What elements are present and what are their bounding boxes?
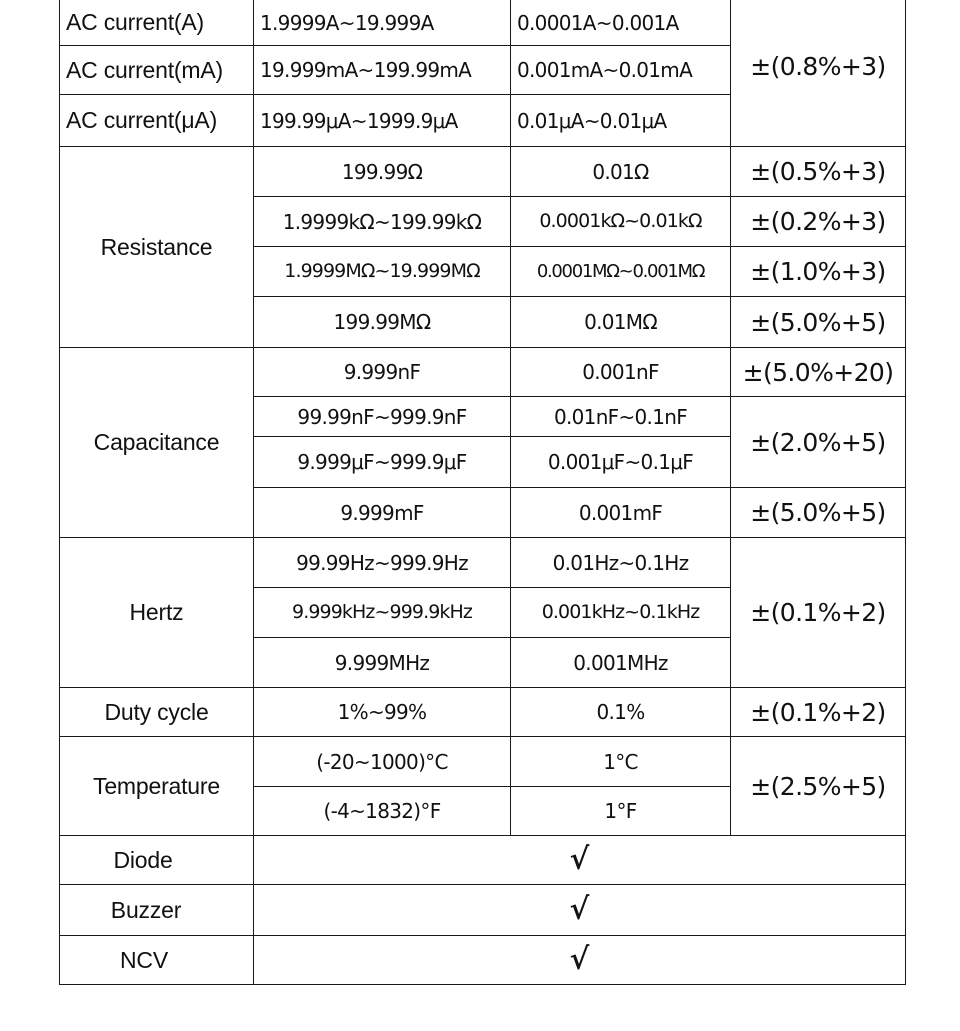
capacitance-accuracy: ±(5.0%+20) — [742, 357, 894, 387]
temperature-range: (-4~1832)°F — [323, 799, 441, 823]
ncv-param: NCV — [120, 946, 168, 973]
duty-range: 1%~99% — [337, 700, 427, 724]
temperature-resolution: 1°F — [604, 799, 637, 823]
hertz-resolution: 0.001kHz~0.1kHz — [541, 601, 700, 623]
ac-a-range: 1.9999A~19.999A — [260, 10, 434, 35]
ac-ma-param: AC current(mA) — [66, 56, 223, 83]
buzzer-param: Buzzer — [110, 896, 182, 923]
capacitance-accuracy: ±(5.0%+5) — [750, 498, 886, 527]
resistance-resolution: 0.0001MΩ~0.001MΩ — [536, 260, 705, 282]
ac-ua-param: AC current(μA) — [66, 107, 218, 133]
temperature-range: (-20~1000)°C — [316, 749, 448, 774]
capacitance-resolution: 0.001nF — [582, 360, 659, 384]
ncv-check-icon: √ — [569, 942, 590, 977]
resistance-resolution: 0.01MΩ — [584, 310, 657, 334]
capacitance-range: 9.999μF~999.9μF — [297, 450, 467, 474]
resistance-accuracy: ±(1.0%+3) — [750, 257, 886, 286]
duty-param: Duty cycle — [104, 698, 209, 725]
diode-check-icon: √ — [569, 842, 590, 877]
resistance-accuracy: ±(0.5%+3) — [750, 157, 886, 186]
hertz-range: 9.999MHz — [334, 650, 430, 675]
ac-ua-range: 199.99μA~1999.9μA — [260, 108, 458, 133]
ac-accuracy: ±(0.8%+3) — [750, 51, 886, 81]
resistance-param: Resistance — [100, 233, 213, 260]
diode-param: Diode — [113, 846, 173, 873]
capacitance-range: 99.99nF~999.9nF — [297, 404, 467, 429]
resistance-accuracy: ±(0.2%+3) — [750, 207, 886, 236]
resistance-range: 199.99MΩ — [333, 310, 431, 334]
temperature-accuracy: ±(2.5%+5) — [750, 771, 886, 801]
ac-ma-resolution: 0.001mA~0.01mA — [517, 58, 693, 82]
ac-a-resolution: 0.0001A~0.001A — [517, 10, 679, 35]
duty-resolution: 0.1% — [596, 700, 645, 724]
hertz-param: Hertz — [129, 599, 184, 625]
capacitance-resolution: 0.001μF~0.1μF — [547, 450, 694, 474]
buzzer-check-icon: √ — [569, 892, 590, 927]
ac-a-param: AC current(A) — [66, 9, 204, 35]
resistance-range: 1.9999MΩ~19.999MΩ — [284, 260, 480, 282]
hertz-accuracy: ±(0.1%+2) — [750, 598, 886, 627]
hertz-resolution: 0.001MHz — [573, 650, 668, 675]
hertz-resolution: 0.01Hz~0.1Hz — [552, 550, 689, 575]
resistance-range: 199.99Ω — [341, 159, 423, 184]
hertz-range: 9.999kHz~999.9kHz — [292, 601, 472, 623]
capacitance-accuracy: ±(2.0%+5) — [750, 427, 886, 457]
duty-accuracy: ±(0.1%+2) — [750, 697, 886, 727]
hertz-range: 99.99Hz~999.9Hz — [296, 550, 468, 575]
temperature-resolution: 1°C — [603, 749, 638, 774]
ac-ua-resolution: 0.01μA~0.01μA — [517, 108, 667, 133]
capacitance-param: Capacitance — [93, 429, 220, 455]
resistance-resolution: 0.01Ω — [592, 159, 649, 184]
resistance-accuracy: ±(5.0%+5) — [750, 307, 886, 337]
capacitance-resolution: 0.01nF~0.1nF — [553, 404, 688, 429]
resistance-resolution: 0.0001kΩ~0.01kΩ — [539, 210, 702, 232]
ac-ma-range: 19.999mA~199.99mA — [260, 58, 472, 82]
capacitance-range: 9.999mF — [340, 500, 424, 525]
resistance-range: 1.9999kΩ~199.99kΩ — [282, 209, 482, 234]
temperature-param: Temperature — [93, 772, 220, 799]
capacitance-resolution: 0.001mF — [578, 500, 663, 525]
capacitance-range: 9.999nF — [343, 360, 421, 384]
